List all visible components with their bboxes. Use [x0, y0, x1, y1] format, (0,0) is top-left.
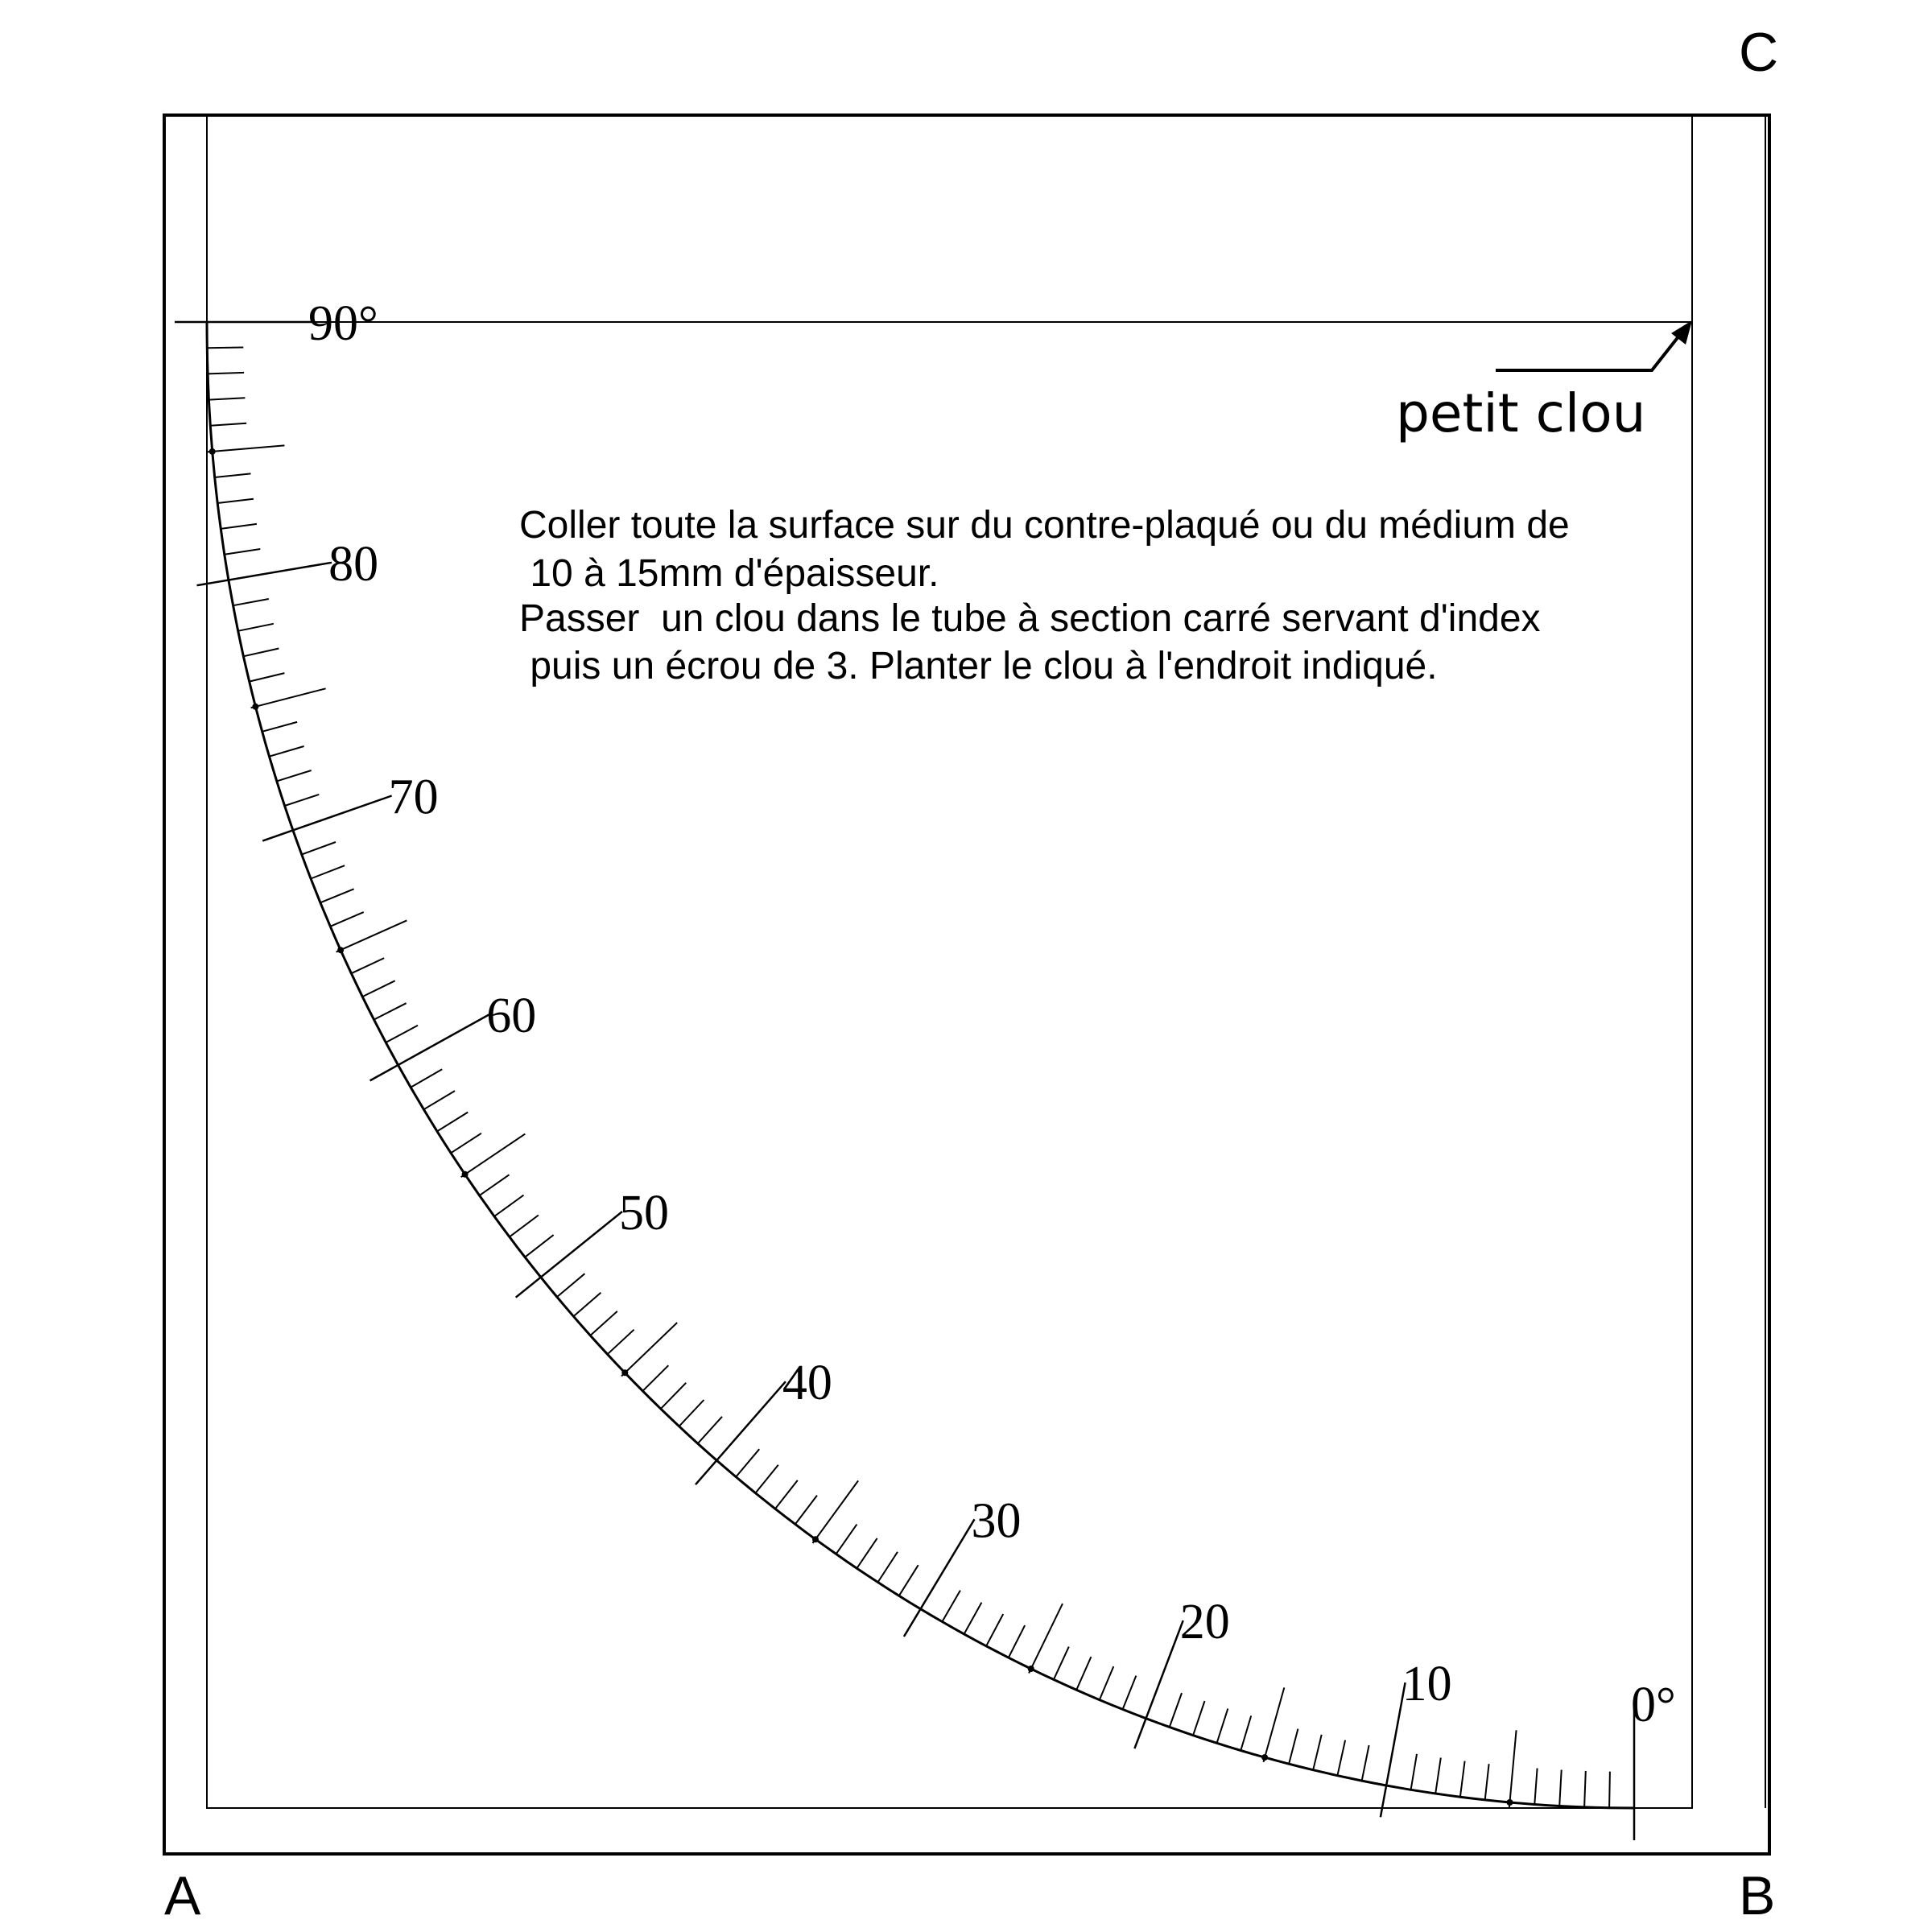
frames — [164, 115, 1769, 1854]
minor-tick — [795, 1496, 817, 1525]
minor-tick — [285, 795, 320, 806]
minor-tick — [238, 624, 274, 631]
mid-tick — [1029, 1604, 1063, 1673]
minor-tick — [207, 348, 243, 349]
mid-tick — [251, 688, 326, 708]
outer-border — [164, 115, 1769, 1854]
major-tick — [262, 796, 391, 841]
minor-tick — [736, 1449, 759, 1476]
major-tick — [516, 1212, 622, 1298]
mid-tick — [1509, 1730, 1517, 1807]
minor-tick — [986, 1614, 1003, 1646]
minor-tick — [942, 1591, 960, 1622]
minor-tick — [525, 1235, 554, 1257]
minor-tick — [1337, 1740, 1345, 1776]
minor-tick — [1313, 1735, 1322, 1770]
minor-tick — [899, 1565, 919, 1596]
minor-tick — [411, 1069, 442, 1088]
minor-tick — [225, 549, 261, 555]
minor-tick — [423, 1091, 455, 1109]
minor-tick — [437, 1113, 468, 1132]
degree-label: 50 — [619, 1186, 669, 1241]
minor-tick — [1241, 1715, 1251, 1750]
minor-tick — [386, 1026, 418, 1042]
minor-tick — [878, 1552, 898, 1583]
instruction-line-1: Coller toute la surface sur du contre-plaqué ou du médium de — [519, 504, 1570, 547]
minor-tick — [217, 499, 254, 503]
minor-tick — [679, 1400, 704, 1426]
minor-tick — [1076, 1657, 1091, 1690]
minor-tick — [964, 1603, 982, 1634]
minor-tick — [775, 1480, 798, 1509]
minor-tick — [250, 673, 285, 682]
minor-tick — [573, 1293, 601, 1316]
major-tick — [696, 1381, 786, 1484]
minor-tick — [451, 1133, 481, 1154]
degree-label: 20 — [1179, 1595, 1230, 1650]
minor-tick — [1435, 1758, 1441, 1794]
minor-tick — [608, 1330, 634, 1355]
minor-tick — [1609, 1772, 1610, 1808]
minor-tick — [510, 1216, 539, 1237]
minor-tick — [262, 722, 297, 732]
minor-tick — [330, 912, 363, 927]
degree-label: 60 — [486, 989, 537, 1043]
minor-tick — [557, 1274, 585, 1297]
instructions-block — [519, 504, 1570, 687]
minor-tick — [320, 889, 354, 902]
minor-tick — [1559, 1770, 1562, 1806]
minor-tick — [221, 524, 257, 529]
minor-tick — [362, 980, 395, 997]
nail-marker — [1396, 320, 1692, 444]
minor-tick — [1485, 1764, 1489, 1800]
instruction-line-4: puis un écrou de 3. Planter le clou à l'endroit indiqué. — [519, 645, 1438, 687]
minor-tick — [642, 1365, 668, 1391]
degree-label: 80 — [328, 536, 379, 592]
minor-tick — [590, 1311, 617, 1335]
degree-label: 40 — [782, 1356, 832, 1411]
degree-label: 70 — [388, 770, 439, 825]
mid-tick — [621, 1323, 677, 1377]
minor-tick — [1289, 1729, 1298, 1765]
major-tick — [197, 563, 332, 585]
degree-label: 0° — [1631, 1678, 1676, 1732]
minor-tick — [480, 1174, 510, 1195]
degree-label: 10 — [1402, 1657, 1452, 1712]
mid-tick — [813, 1480, 859, 1543]
minor-tick — [755, 1465, 778, 1493]
minor-tick — [661, 1383, 686, 1409]
minor-tick — [1100, 1666, 1114, 1700]
scale-dot — [1261, 1754, 1268, 1761]
degree-label: 90° — [308, 296, 378, 351]
minor-tick — [208, 373, 244, 374]
minor-tick — [311, 865, 345, 878]
nail-leader-line — [1496, 328, 1685, 370]
minor-tick — [277, 770, 312, 781]
nail-label: petit clou — [1396, 382, 1646, 444]
scale-dot — [1507, 1799, 1513, 1806]
minor-tick — [857, 1538, 877, 1568]
scale-dot — [252, 704, 258, 710]
minor-tick — [1054, 1647, 1069, 1680]
minor-tick — [494, 1195, 524, 1216]
minor-tick — [208, 398, 245, 399]
minor-tick — [698, 1417, 722, 1443]
corner-label-b: B — [1739, 1865, 1776, 1926]
mid-tick — [208, 445, 285, 452]
corner-label-c: C — [1739, 22, 1779, 83]
minor-tick — [836, 1525, 857, 1554]
minor-tick — [215, 473, 251, 477]
minor-tick — [1362, 1745, 1369, 1781]
degree-label: 30 — [971, 1493, 1022, 1549]
minor-tick — [1193, 1701, 1204, 1736]
minor-tick — [1534, 1769, 1537, 1805]
instruction-line-3: Passer un clou dans le tube à section carré servant d'index — [519, 597, 1541, 640]
inner-border — [207, 115, 1692, 1808]
mid-tick — [1264, 1687, 1285, 1762]
minor-tick — [351, 958, 384, 973]
mid-tick — [336, 920, 407, 952]
minor-tick — [1217, 1709, 1228, 1744]
minor-tick — [243, 649, 279, 657]
minor-tick — [270, 746, 304, 757]
minor-tick — [233, 599, 269, 605]
scale-dot — [621, 1369, 628, 1376]
corner-label-a: A — [164, 1865, 201, 1926]
minor-tick — [302, 842, 336, 855]
minor-tick — [1123, 1676, 1137, 1710]
scale-dot — [1028, 1666, 1034, 1672]
scale-dot — [812, 1536, 819, 1542]
scale-dot — [209, 448, 216, 455]
instruction-line-2: 10 à 15mm d'épaisseur. — [519, 552, 939, 595]
minor-tick — [1584, 1771, 1586, 1807]
minor-tick — [374, 1003, 407, 1019]
scale-dot — [462, 1171, 469, 1178]
minor-tick — [210, 423, 246, 426]
minor-tick — [1460, 1761, 1465, 1798]
minor-tick — [1411, 1754, 1417, 1790]
scale-dot — [337, 947, 344, 953]
minor-tick — [1170, 1693, 1182, 1727]
minor-tick — [1009, 1625, 1025, 1657]
